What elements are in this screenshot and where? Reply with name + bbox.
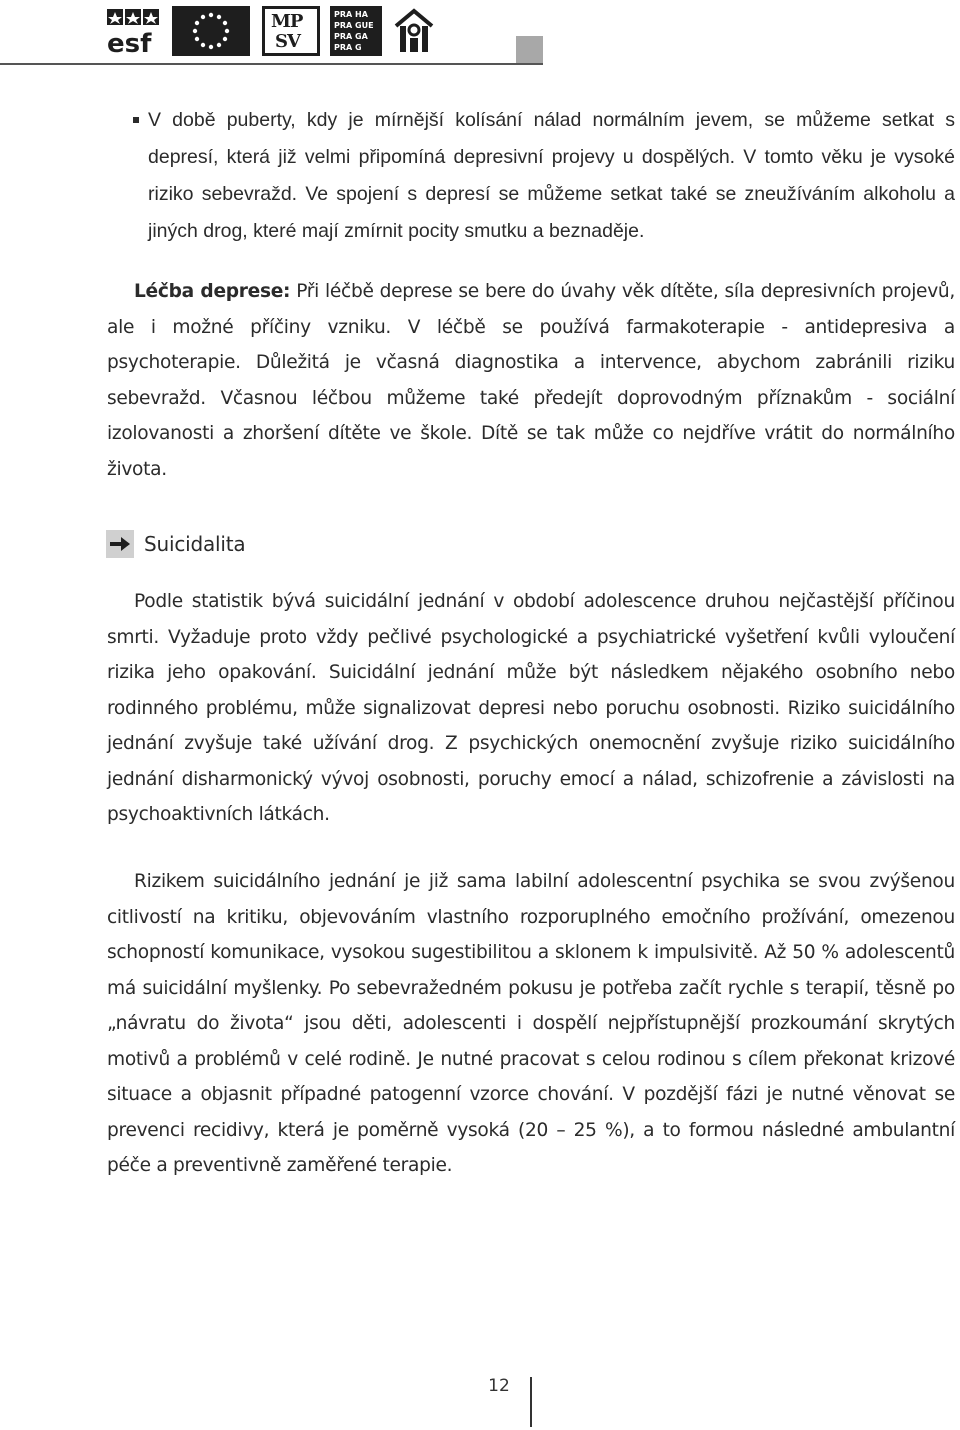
suicidality-paragraph-2: Rizikem suicidálního jednání je již sama labilní adolescentní psychika se svou zvýšenou citlivostí na kritiku, objevováním vlastního rozporuplného emočního prožívání, omezenou schopností komunikace, vysokou sugestibilitou a sklonem k impulsivitě. Až 50 % adolescentů má suicidální myšlenky. Po sebevražedném pokusu je potřeba začít rychle s terapií, těsně po „návratu do života“ jsou děti, adolescenti i dospělí nejpřístupnější prozkoumání skrytých motivů a problémů v celé rodině. Je nutné pracovat s celou rodinou s cílem překonat krizové situace a objasnit případné patogenní vzorce chování. V pozdější fázi je nutné věnovat se prevenci recidivy, která je poměrně vysoká (20 – 25 %), a to formou následné ambulantní péče a preventivně zaměřené terapie.	[107, 871, 955, 1176]
eu-flag-icon	[172, 6, 250, 56]
bullet-text: V době puberty, kdy je mírnější kolísání nálad normálním jevem, se můžeme setkat s depresí, která již velmi připomíná depresivní projevy u dospělých. V tomto věku je vysoké riziko sebevražd. Ve spojení s depresí se můžeme setkat také se zneužíváním alkoholu a jiných drog, které mají zmírnit pocity smutku a beznaděje.	[148, 109, 955, 242]
mpsv-bottom-text: SV	[275, 31, 300, 52]
header-rule	[0, 63, 543, 65]
page-header	[0, 0, 960, 70]
section-heading	[106, 527, 245, 561]
praha-line-1: PRA HA	[334, 10, 368, 19]
treatment-lead: Léčba deprese:	[134, 281, 291, 302]
treatment-text: Při léčbě deprese se bere do úvahy věk dítěte, síla depresivních projevů, ale i možné příčiny vzniku. V léčbě se používá farmakoterapie - antidepresiva a psychoterapie. Důležitá je včasná diagnostika a intervence, abychom zabránili riziku sebevražd. Včasnou léčbou můžeme také předejít doprovodným příznakům - sociální izolovanosti a zhoršení dítěte ve škole. Dítě se tak může co nejdříve vrátit do normálního života.	[107, 281, 955, 480]
suicidality-paragraph-1: Podle statistik bývá suicidální jednání v období adolescence druhou nejčastější příčinou smrti. Vyžaduje proto vždy pečlivé psychologické a psychiatrické vyšetření kvůli vyloučení rizika jeho opakování. Suicidální jednání může být následkem nějakého osobního nebo rodinného problému, může signalizovat depresi nebo poruchu osobnosti. Riziko suicidálního jednání zvyšuje také užívání drog. Z psychických onemocnění zvyšuje riziko suicidálního jednání disharmonický vývoj osobnosti, poruchy emocí a nálad, schizofrenie a závislosti na psychoaktivních látkách.	[107, 591, 955, 825]
page-number-rule	[530, 1377, 532, 1427]
praha-logo	[330, 6, 382, 56]
praha-line-4: PRA G	[334, 43, 362, 52]
mpsv-top-text: MP	[271, 11, 303, 32]
praha-line-3: PRA GA	[334, 32, 368, 41]
praha-line-2: PRA GUE	[334, 21, 374, 30]
header-accent-square	[516, 36, 543, 63]
arrow-right-icon	[106, 530, 134, 558]
section-title: Suicidalita	[144, 532, 246, 556]
esf-text: esf	[107, 29, 152, 56]
house-logo-icon	[392, 6, 436, 56]
bullet-marker-icon	[133, 117, 139, 123]
mpsv-logo	[262, 6, 320, 56]
treatment-paragraph	[107, 274, 955, 487]
bullet-list-item	[133, 102, 955, 250]
esf-logo	[105, 6, 165, 56]
page-number: 12	[488, 1376, 510, 1396]
